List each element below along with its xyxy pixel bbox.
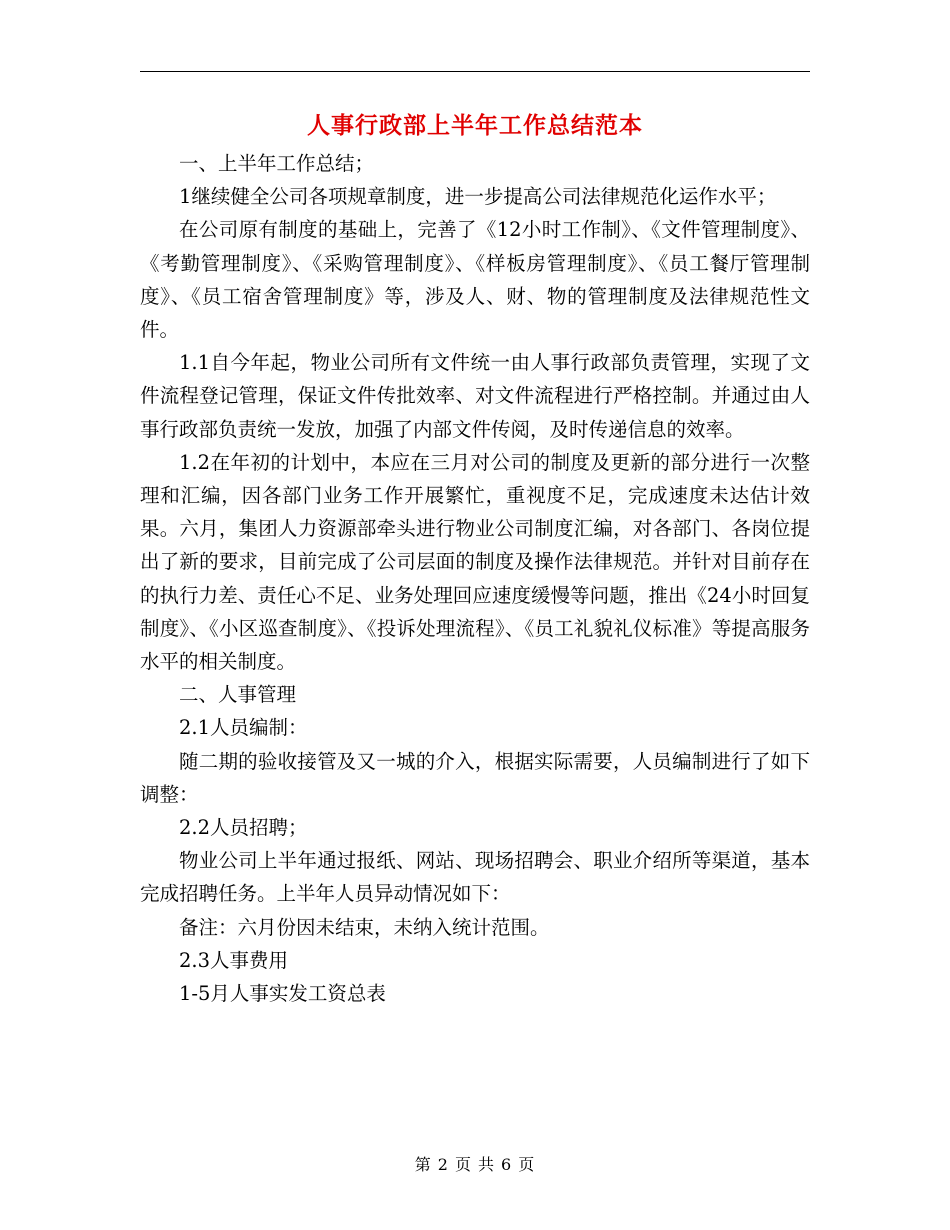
paragraph-item-1: 1继续健全公司各项规章制度，进一步提高公司法律规范化运作水平； xyxy=(179,185,777,209)
header-rule xyxy=(140,71,810,72)
paragraph-item-1-1: 1.1自今年起，物业公司所有文件统一由人事行政部负责管理，实现了文件流程登记管理，保证文件传批效率、对文件流程进行严格控制。并通过由人事行政部负责统一发放，加强了内部文件传阅，及时传递信息的效率。 xyxy=(140,351,810,441)
document-title: 人事行政部上半年工作总结范本 xyxy=(307,112,643,139)
paragraph-item-2-1: 2.1人员编制： xyxy=(179,716,308,740)
paragraph-staffing-adjustment: 随二期的验收接管及又一城的介入，根据实际需要，人员编制进行了如下调整： xyxy=(140,749,810,806)
paragraph-recruitment: 物业公司上半年通过报纸、网站、现场招聘会、职业介绍所等渠道，基本完成招聘任务。上半年人员异动情况如下： xyxy=(140,849,810,906)
paragraph-note: 备注：六月份因未结束，未纳入统计范围。 xyxy=(179,915,550,939)
page-label-mid: 页 共 xyxy=(454,1155,496,1174)
page-label-prefix: 第 xyxy=(414,1155,432,1174)
paragraph-item-2-2: 2.2人员招聘； xyxy=(179,816,308,840)
paragraph-salary-table-caption: 1-5月人事实发工资总表 xyxy=(179,982,386,1006)
paragraph-item-1-2: 1.2在年初的计划中，本应在三月对公司的制度及更新的部分进行一次整理和汇编，因各部门业务工作开展繁忙，重视度不足，完成速度未达估计效果。六月，集团人力资源部牵头进行物业公司制度汇编，对各部门、各岗位提出了新的要求，目前完成了公司层面的制度及操作法律规范。并针对目前存在的执行力差、责任心不足、业务处理回应速度缓慢等问题，推出《24小时回复制度》、《小区巡查制度》、《投诉处理流程》、《员工礼貌礼仪标准》等提高服务水平的相关制度。 xyxy=(140,450,810,674)
paragraph-section-2-heading: 二、人事管理 xyxy=(179,683,297,707)
paragraph-rules-improvement: 在公司原有制度的基础上，完善了《12小时工作制》、《文件管理制度》、《考勤管理制度》、《采购管理制度》、《样板房管理制度》、《员工餐厅管理制度》、《员工宿舍管理制度》等，涉及人、财、物的管理制度及法律规范性文件。 xyxy=(140,218,810,342)
page-label-suffix: 页 xyxy=(518,1155,536,1174)
page-footer xyxy=(0,1153,950,1177)
paragraph-item-2-3: 2.3人事费用 xyxy=(179,948,289,972)
paragraph-section-1-heading: 一、上半年工作总结； xyxy=(179,152,375,175)
document-body xyxy=(140,147,810,1010)
current-page-number: 2 xyxy=(437,1155,449,1174)
total-pages-number: 6 xyxy=(501,1155,513,1174)
